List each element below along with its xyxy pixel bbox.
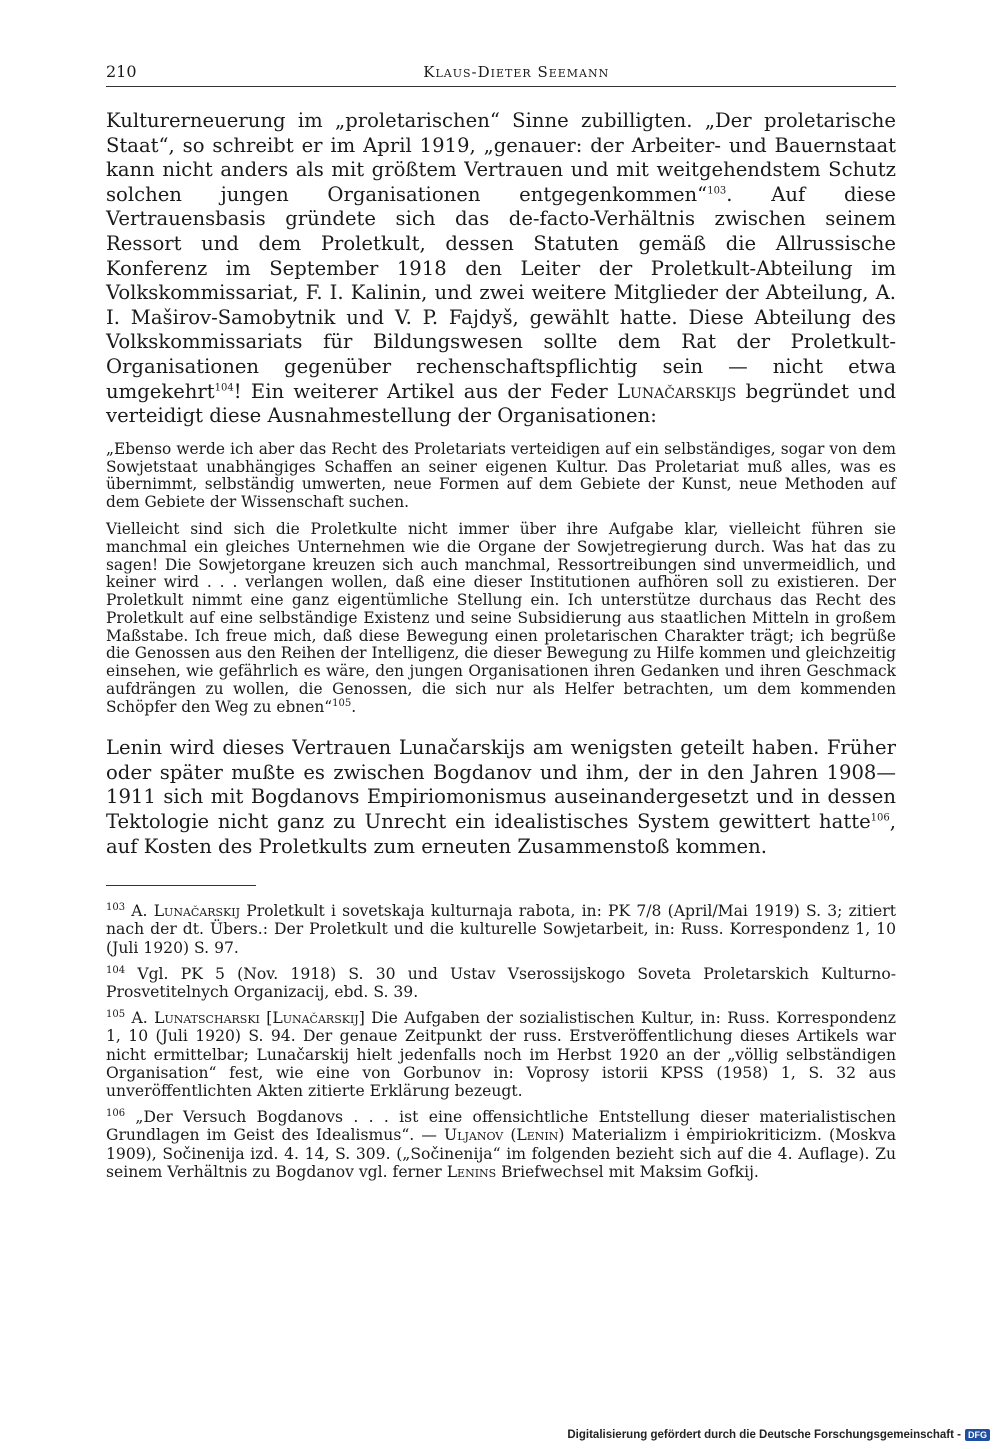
quote-paragraph-1: „Ebenso werde ich aber das Recht des Proletariats verteidigen auf ein selbständiges, sogar von dem Sowjetstaat unabhängiges Schaffen an seiner eigenen Kultur. Das Proletariat muß alles, was es übernimmt, selbständig umwerten, neue Formen auf dem Gebiete der Kunst, neue Methoden auf dem Gebiete der Wissenschaft suchen. (106, 439, 896, 512)
footnote-ref-103: 103 (707, 185, 727, 197)
page (106, 62, 896, 1189)
footnote-ref-105: 105 (332, 697, 352, 709)
text-run: A. (131, 1009, 155, 1028)
footnote-number: 103 (106, 902, 126, 914)
text-run: . Auf diese Vertrauensbasis gründete sich das de-facto-Verhältnis zwischen seinem Ressort und dem Proletkult, dessen Statuten gemäß die Allrussische Konferenz im September 1918 den Leiter der Proletkult-Abteilung im Volkskommissariat, F. I. Kalinin, und zwei weitere Mitglieder der Abteilung, A. I. Maširov-Samobytnik und V. P. Fajdyš, gewählt hatte. Diese Abteilung des Volkskommissariats für Bildungswesen sollte dem Rat der Proletkult-Organisationen gegenüber rechenschaftspflichtig sein — nicht etwa umgekehrt (106, 182, 897, 403)
digitization-credit (567, 1429, 990, 1441)
text-run: Briefwechsel mit Maksim Gofkij. (496, 1162, 759, 1181)
text-run: begründet und verteidigt diese Ausnahmestellung der Organisationen: (106, 379, 896, 428)
text-run: Lenin wird dieses Vertrauen Lunačarskijs am wenigsten geteilt haben. Früher oder später mußte es zwischen Bogdanov und ihm, der in den Jahren 1908—1911 sich mit Bogdanovs Empiriomonismus auseinandergesetzt und in dessen Tektologie nicht ganz zu Unrecht ein idealistisches System gewittert hatte (106, 736, 896, 834)
author-name: Lunatscharski [Lunačarskij] (154, 1009, 365, 1028)
text-run: Vgl. PK 5 (Nov. 1918) S. 30 und Ustav Vserossijskogo Soveta Proletarskich Kulturno-Prosvetitelnych Organizacij, ebd. S. 39. (106, 964, 896, 1002)
dfg-logo: DFG (965, 1429, 990, 1441)
author-name: Uljanov (Lenin) (444, 1126, 565, 1145)
credit-text: Digitalisierung gefördert durch die Deutsche Forschungsgemeinschaft - (567, 1429, 961, 1441)
quote-paragraph-2 (106, 521, 896, 717)
author-name: Lunačarskijs (617, 379, 737, 403)
main-paragraph-2 (106, 736, 896, 859)
text-run: Vielleicht sind sich die Proletkulte nicht immer über ihre Aufgabe klar, vielleicht führen sie manchmal ein gleiches Unternehmen wie die Organe der Sowjetregierung durch. Was hat das zu sagen! Die Sowjetorgane kreuzen sich auch manchmal, Ressortreibungen sind unvermeidlich, und keiner wird . . . verlangen wollen, daß eine dieser Institutionen aufhören soll zu existieren. Der Proletkult nimmt eine ganz eigentümliche Stellung ein. Ich unterstütze durchaus das Recht des Proletkult auf eine selbständige Existenz und seine Subsidierung aus staatlichen Mitteln in großem Maßstabe. Ich freue mich, daß diese Bewegung einen proletarischen Charakter trägt; ich begrüße die Genossen aus den Reihen der Intelligenz, die dieser Bewegung zu Hilfe kommen und gleichzeitig einsehen, wie gefährlich es wäre, den jungen Organisationen ihren Gedanken und ihren Geschmack aufdrängen zu wollen, die Genossen, die sich nur als Helfer betrachten, um dem kommenden Schöpfer den Weg zu ebnen“ (106, 519, 896, 716)
footnote-number: 105 (106, 1009, 126, 1021)
text-run: A. (131, 902, 154, 921)
footnote-103 (106, 902, 896, 957)
footnote-104 (106, 965, 896, 1001)
running-header (106, 62, 896, 87)
text-run: „Der Versuch Bogdanovs . . . ist eine offensichtliche Entstellung dieser materialistischen Grundlagen im Geist des Idealismus“. — (106, 1108, 896, 1145)
text-run: ! Ein weiterer Artikel aus der Feder (233, 379, 618, 403)
running-title-author: Klaus-Dieter Seemann (423, 63, 610, 81)
footnote-105 (106, 1009, 896, 1100)
text-run: Proletkult i sovetskaja kulturnaja rabota, in: PK 7/8 (April/Mai 1919) S. 3; zitiert nach der dt. Übers.: Der Proletkult und die kulturelle Sowjetarbeit, in: Russ. Korrespondenz 1, 10 (Juli 1920) S. 97. (106, 902, 896, 957)
block-quote (106, 441, 896, 717)
main-paragraph-1 (106, 109, 896, 429)
text-run: Die Aufgaben der sozialistischen Kultur, in: Russ. Korrespondenz 1, 10 (Juli 1920) S. 94. Der genaue Zeitpunkt der russ. Erstveröffentlichung dieses Artikels war nicht ermittelbar; Lunačarskij hielt jedenfalls noch im Herbst 1920 an der „völlig selbständigen Organisation“ fest, wie eine von Gorbunov in: Voprosy istorii KPSS (1958) 1, S. 32 aus unveröffentlichten Akten zitierte Erklärung bezeugt. (106, 1009, 896, 1101)
footnote-number: 104 (106, 964, 126, 976)
footnote-separator (106, 885, 256, 886)
footnote-ref-104: 104 (214, 382, 234, 393)
text-run: . (351, 697, 357, 716)
footnote-number: 106 (106, 1108, 126, 1120)
footnotes (106, 902, 896, 1181)
author-name: Lenins (446, 1162, 497, 1181)
page-number: 210 (106, 62, 137, 81)
author-name: Lunačarskij (153, 902, 241, 921)
footnote-106 (106, 1108, 896, 1181)
text-run: Kulturerneuerung im „proletarischen“ Sinne zubilligten. „Der proletarische Staat“, so schreibt er im April 1919, „genauer: der Arbeiter- und Bauernstaat kann nicht anders als mit größtem Vertrauen und mit weitgehendstem Schutz solchen jungen Organisationen entgegenkommen“ (106, 109, 896, 206)
footnote-ref-106: 106 (870, 812, 890, 824)
text-run: , auf Kosten des Proletkults zum erneuten Zusammenstoß kommen. (106, 810, 896, 858)
text-run: Materializm i ėmpiriokriticizm. (Moskva 1909), Sočinenija izd. 4. 14, S. 309. („Sočinenija“ im folgenden bezieht sich auf die 4. Auflage). Zu seinem Verhältnis zu Bogdanov vgl. ferner (106, 1126, 896, 1181)
